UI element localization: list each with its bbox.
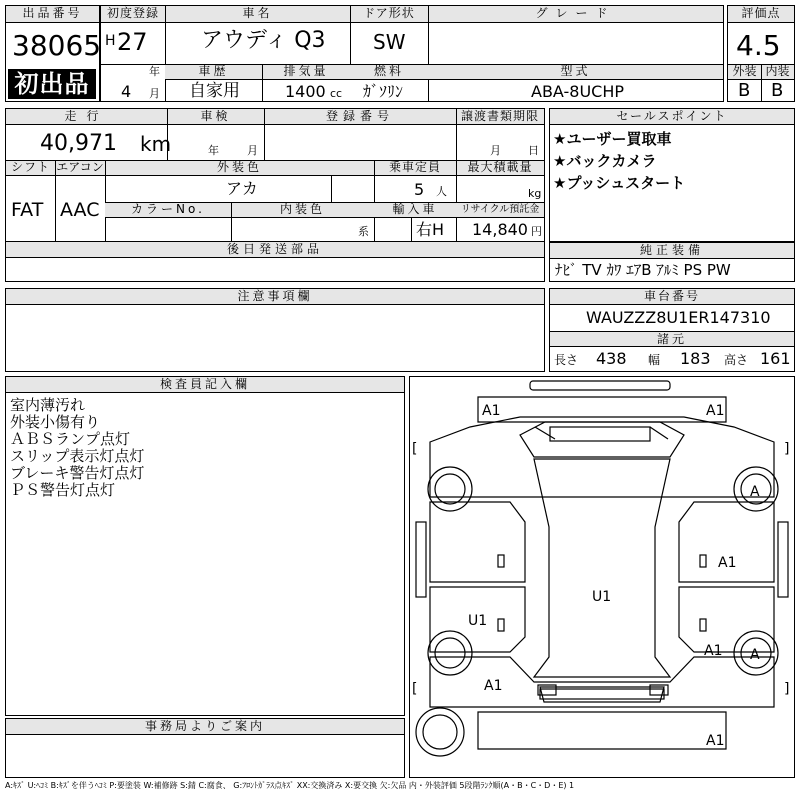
recycle-header: リサイクル預託金 (456, 202, 544, 218)
reg-year: 27 (117, 28, 148, 56)
load-header: 最大積載量 (456, 161, 544, 176)
front-spoiler (530, 381, 670, 390)
sales-points-header: セールスポイント (550, 109, 794, 125)
chassis-box (549, 288, 795, 372)
sales-point-3: ★プッシュスタート (553, 174, 686, 192)
ac-header: エアコン (56, 161, 104, 174)
color-header: 外装色 (105, 161, 374, 176)
door-header: ドア形状 (350, 6, 428, 23)
car-name: アウディ Q3 (201, 28, 326, 53)
interior-header: 内装色 (231, 202, 374, 218)
reg-year-unit: 年 (149, 65, 160, 78)
bracket-left-2: [ (412, 681, 418, 697)
int-score: B (771, 80, 784, 101)
later-parts-header: 後日発送部品 (6, 241, 544, 258)
disp-header: 排気量 (262, 65, 350, 80)
inspector-line-6: ＰＳ警告灯点灯 (10, 481, 116, 499)
interior-unit: 系 (358, 225, 369, 238)
score-box (727, 5, 795, 102)
bracket-right-2: ] (784, 681, 790, 697)
office-header: 事務局よりご案内 (6, 719, 404, 735)
history-value: 自家用 (189, 81, 240, 101)
inspection-month-unit: 月 (247, 144, 258, 157)
load-unit: kg (528, 187, 542, 200)
grade-header: グレード (428, 6, 723, 23)
roof (534, 459, 670, 677)
reg-header: 初度登録 (101, 6, 165, 23)
damage-label-a1-rear-left: A1 (484, 678, 503, 694)
notes-header: 注意事項欄 (6, 289, 544, 305)
capacity-unit: 人 (436, 185, 447, 198)
sales-points-box (549, 108, 795, 242)
damage-label-u1-left: U1 (468, 613, 488, 629)
inspector-line-1: 室内薄汚れ (10, 396, 86, 414)
bracket-right-1: ] (784, 441, 790, 457)
lot-header: 出品番号 (6, 6, 99, 23)
transfer-day-unit: 日 (528, 144, 539, 157)
shift-value: FAT (11, 199, 44, 221)
chassis-header: 車台番号 (550, 289, 794, 305)
vehicle-info-box (100, 5, 724, 102)
transfer-month-unit: 月 (490, 144, 501, 157)
score-value: 4.5 (736, 29, 781, 62)
inspector-box (5, 376, 405, 716)
capacity-value: 5 (414, 180, 425, 199)
equipment-text: ﾅﾋﾞ TV ｶﾜ ｴｱB ｱﾙﾐ PS PW (555, 261, 731, 279)
fuel-header: 燃料 (350, 65, 428, 80)
first-listing-badge: 初出品 (8, 69, 96, 99)
lot-box (5, 5, 100, 102)
recycle-unit: 円 (531, 225, 542, 238)
int-header: 内装 (761, 65, 794, 80)
inspector-line-3: ＡＢＳランプ点灯 (10, 430, 131, 448)
ac-value: AAC (60, 199, 100, 221)
inspector-header: 検査員記入欄 (6, 377, 404, 393)
colorno-header: カラーNo. (105, 202, 231, 218)
transfer-header: 譲渡書類期限 (456, 109, 544, 125)
notes-box (5, 288, 545, 372)
reg-month: 4 (121, 82, 132, 101)
door-front-left (430, 502, 525, 582)
length-value: 438 (596, 349, 627, 368)
plate-header: 登録番号 (264, 109, 456, 125)
model-value: ABA-8UCHP (531, 82, 625, 101)
details-box (5, 108, 545, 282)
rear-bumper (478, 712, 726, 749)
color-value: アカ (226, 179, 258, 198)
recycle-value: 14,840 (472, 220, 528, 239)
width-label: 幅 (648, 353, 661, 367)
height-value: 161 (760, 349, 791, 368)
name-header: 車名 (165, 6, 350, 23)
inspector-line-4: スリップ表示灯点灯 (10, 447, 145, 465)
office-box (5, 718, 405, 778)
ext-header: 外装 (728, 65, 761, 80)
damage-label-a-rear-right: A (750, 647, 760, 663)
equipment-header: 純正装備 (550, 243, 794, 259)
mileage-value: 40,971 (40, 131, 117, 156)
model-header: 型式 (428, 65, 723, 80)
damage-label-u1-roof: U1 (592, 589, 612, 605)
damage-label-a1-top-left: A1 (482, 403, 501, 419)
footer-legend: A:ｷｽﾞ U:ﾍｺﾐ B:ｷｽﾞを伴うﾍｺﾐ P:要塗装 W:補修跡 S:錆 C:腐食、 G:ﾌﾛﾝﾄｶﾞﾗｽ点ｷｽﾞ XX:交換済み X:要交換 欠:欠品 内・外装評価 5段階ﾗﾝｸ順(A・B・C・D・E) 1 (5, 781, 575, 790)
reg-era: H (105, 33, 116, 49)
door-type: SW (373, 30, 406, 54)
door-rear-right (679, 587, 774, 652)
car-diagram (410, 377, 794, 777)
displacement-unit: cc (330, 87, 343, 100)
score-header: 評価点 (728, 6, 794, 23)
inspection-header: 車検 (167, 109, 264, 125)
mileage-unit: km (140, 132, 172, 156)
ext-score: B (738, 80, 751, 101)
inspector-line-2: 外装小傷有り (10, 413, 101, 431)
vin-value: WAUZZZ8U1ER147310 (586, 308, 771, 327)
width-value: 183 (680, 349, 711, 368)
fuel-value: ｶﾞｿﾘﾝ (363, 82, 404, 101)
steering-value: 右H (416, 220, 445, 239)
height-label: 高さ (724, 353, 749, 367)
reg-month-unit: 月 (149, 87, 160, 100)
damage-label-a-front-right: A (750, 484, 760, 500)
shift-header: シフト (6, 161, 55, 176)
bracket-left-1: [ (412, 441, 418, 457)
dims-header: 諸元 (550, 331, 794, 347)
damage-label-a1-rear-right: A1 (704, 643, 723, 659)
length-label: 長さ (554, 353, 579, 367)
equipment-box (549, 242, 795, 282)
inspector-line-5: ブレーキ警告灯点灯 (10, 464, 145, 482)
sales-point-2: ★バックカメラ (553, 152, 657, 170)
damage-label-a1-right-door: A1 (718, 555, 737, 571)
mileage-header: 走行 (6, 109, 167, 125)
history-header: 車歴 (165, 65, 262, 80)
damage-label-a1-bottom: A1 (706, 733, 725, 749)
sales-point-1: ★ユーザー買取車 (553, 130, 672, 148)
damage-label-a1-top-right: A1 (706, 403, 725, 419)
inspection-year-unit: 年 (208, 144, 219, 157)
car-diagram-box (409, 376, 795, 778)
lot-number: 38065 (12, 29, 102, 62)
displacement-value: 1400 (285, 82, 326, 101)
import-header: 輸入車 (374, 202, 456, 218)
capacity-header: 乗車定員 (374, 161, 456, 176)
